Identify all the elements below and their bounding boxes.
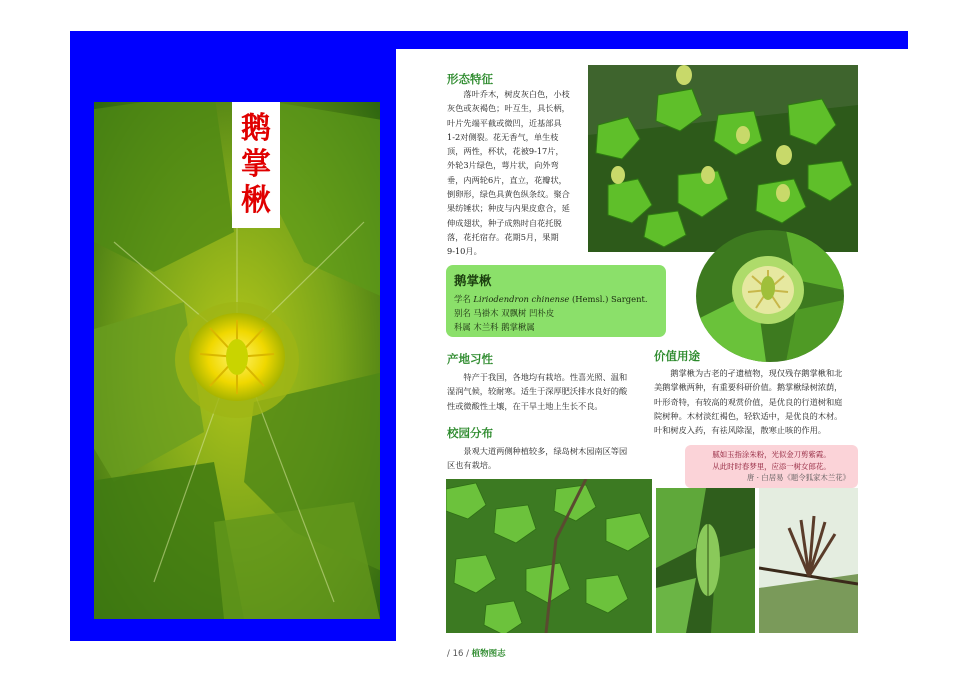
campus-text — [447, 444, 652, 473]
title-char: 鹅 — [241, 111, 271, 146]
text-line: 灰色或灰褐色；叶互生，具长柄， — [447, 103, 570, 114]
value-heading: 价值用途 — [654, 349, 700, 363]
text-line: 院树种。木材淡红褐色，轻软适中，是优良的木材。 — [654, 410, 843, 421]
habitat-heading: 产地习性 — [447, 352, 493, 366]
text-line: 倒卵形，绿色具黄色纵条纹。聚合 — [447, 189, 570, 200]
text-line: 伸成翅状，种子成熟时自花托脱 — [447, 217, 562, 228]
family-row: 科属 木兰科 鹅掌楸属 — [454, 322, 535, 332]
scientific-name-label: 学名 — [454, 294, 471, 304]
text-line: 叶形奇特，有较高的观赏价值，是优良的行道树和庭 — [654, 396, 843, 407]
text-line: 叶和树皮入药，有祛风除湿，散寒止咳的作用。 — [654, 425, 826, 436]
poem-line: 从此时时春梦里，应添一树女郎花。 — [712, 461, 831, 471]
text-line: 湿润气候，较耐寒。适生于深厚肥沃排水良好的酸 — [447, 386, 628, 397]
campus-heading: 校园分布 — [447, 426, 493, 440]
species-name: 鹅掌楸 — [454, 273, 492, 288]
text-line: 外轮3片绿色，萼片状，向外弯 — [447, 160, 559, 171]
seed-pod-photo — [759, 488, 858, 633]
text-line: 区也有栽培。 — [447, 460, 497, 471]
poem-author: 唐 · 白居易《题令狐家木兰花》 — [746, 473, 850, 482]
species-info-box — [446, 265, 666, 337]
title-char: 掌 — [241, 147, 271, 182]
text-line: 垂，内两轮6片，直立，花瓣状， — [447, 174, 567, 185]
text-line: 果纺锤状；种皮与内果皮愈合，延 — [447, 203, 570, 214]
text-line: 落，花托宿存。花期5月，果期 — [447, 231, 559, 242]
scientific-name-row — [454, 292, 658, 306]
morphology-heading: 形态特征 — [447, 72, 493, 86]
text-line: 特产于我国，各地均有栽培。性喜光照、温和 — [447, 372, 628, 382]
poem-line: 腻如玉指涂朱粉，光似金刀剪紫霞。 — [712, 450, 831, 459]
text-line: 9-10月。 — [447, 246, 482, 257]
text-line: 落叶乔木，树皮灰白色，小枝 — [447, 89, 570, 99]
scientific-name-author: (Hemsl.) Sargent. — [569, 294, 648, 304]
text-line: 顶，两性，杯状，花被9-17片， — [447, 146, 564, 157]
poem-box — [685, 445, 858, 488]
alias-row: 别名 马褂木 双飘树 凹朴皮 — [454, 308, 555, 318]
text-line: 1-2对侧裂。花无香气，单生枝 — [447, 131, 559, 142]
section-name: 植物图志 — [471, 649, 506, 659]
morphology-text — [447, 87, 585, 259]
page-number: / 16 / — [447, 649, 469, 659]
text-line: 美鹅掌楸两种，有重要科研价值。鹅掌楸绿树浓荫， — [654, 382, 843, 393]
habitat-text — [447, 370, 652, 413]
text-line: 叶片先端平截或微凹，近基部具 — [447, 117, 562, 128]
title-card — [232, 102, 280, 228]
leaves-photo — [588, 65, 858, 252]
flower-inset-photo — [696, 230, 844, 362]
title-char: 楸 — [241, 183, 271, 218]
text-line: 性或微酸性土壤，在干旱土地上生长不良。 — [447, 400, 603, 411]
fruit-photo — [656, 488, 755, 633]
text-line: 鹅掌楸为古老的孑遗植物，现仅残存鹅掌楸和北 — [654, 368, 843, 378]
tree-photo — [446, 479, 652, 633]
page-footer — [447, 647, 506, 659]
text-line: 景观大道两侧种植较多，绿岛树木园南区等园 — [447, 446, 628, 456]
scientific-name-genus-species: Liriodendron chinense — [473, 294, 570, 304]
value-text — [654, 366, 859, 437]
